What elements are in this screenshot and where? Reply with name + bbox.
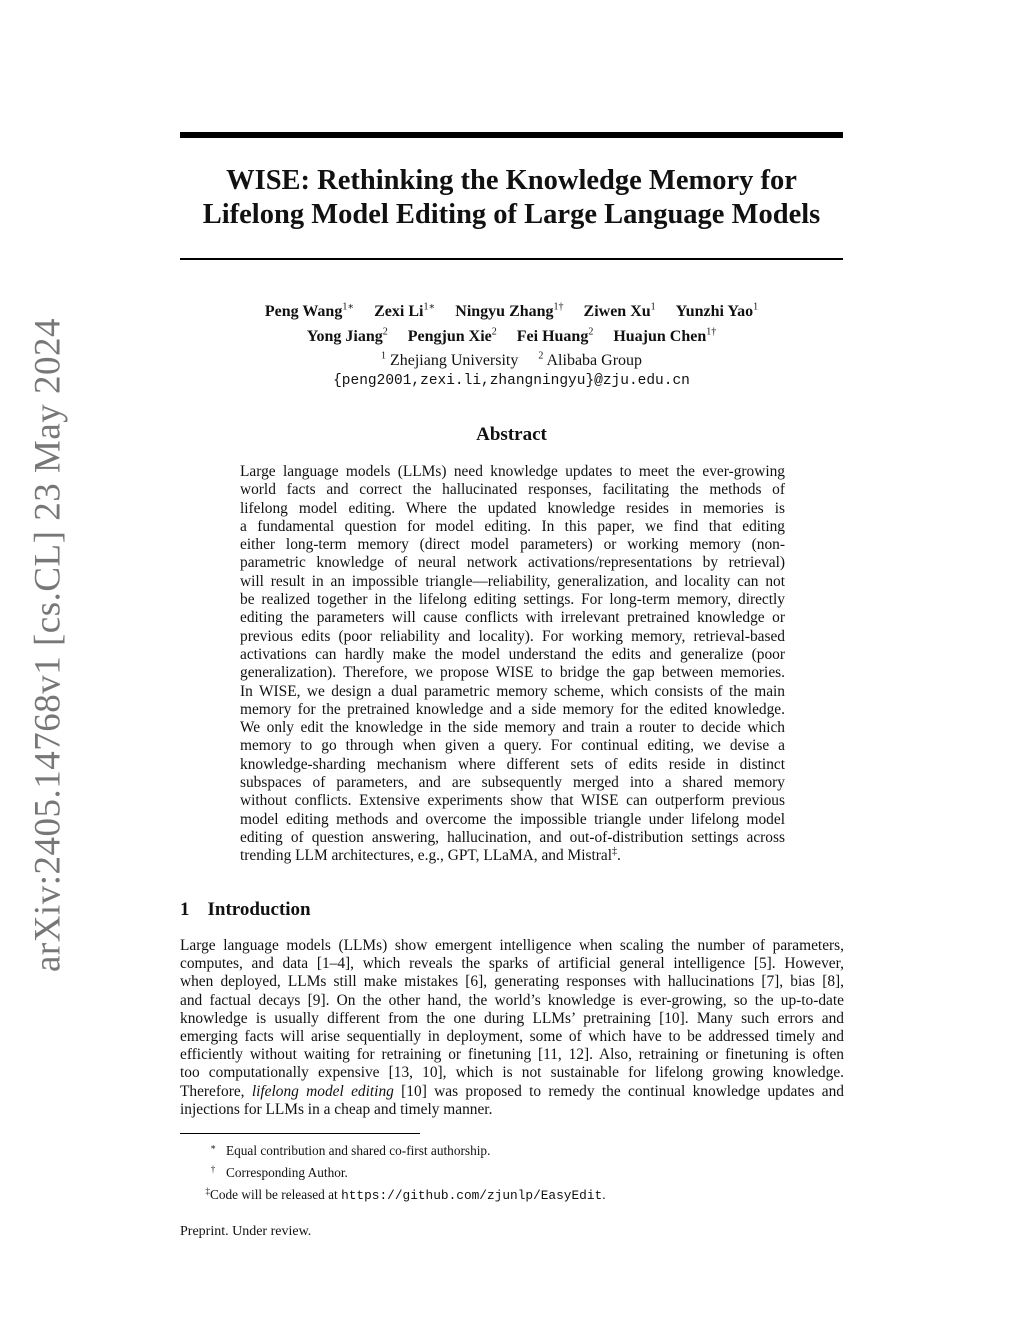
paper-title [180,164,843,232]
abstract-line: In WISE, we design a dual parametric memory scheme, which consists of the main [240,682,785,700]
abstract-line: previous edits (poor reliability and locality). For working memory, retrieval-based [240,627,785,645]
author: Ziwen Xu$^1$ [583,302,656,321]
author-row-2 [180,322,843,346]
author: Yunzhi Yao$^1$ [675,302,759,321]
abstract-line: either long-term memory (direct model parameters) or working memory (non- [240,536,785,554]
abstract-line: subspaces of parameters, and are subsequently merged into a shared memory [240,774,785,792]
intro-line: Large language models (LLMs) show emergent intelligence when scaling the number of parameters, [180,937,844,954]
intro-line: and factual decays [9]. On the other hand, the world’s knowledge is ever-growing, so the up-to-date [180,991,844,1009]
footnote-divider [180,1133,420,1134]
title-top-rule [180,132,843,138]
abstract-heading: Abstract [476,424,547,445]
preprint-footer: Preprint. Under review. [180,1224,312,1239]
author-email: {peng2001,zexi.li,zhangningyu}@zju.edu.cn [333,372,690,389]
affiliation: $^2$ Alibaba Group [538,350,643,369]
author: Huajun Chen$^{1\dagger}$ [613,326,717,345]
author: Yong Jiang$^2$ [306,326,388,345]
abstract-line: lifelong model editing. Where the updated knowledge resides in memories is [240,499,785,517]
introduction-paragraph [180,937,844,1119]
author: Pengjun Xie$^2$ [407,326,497,345]
author: Ningyu Zhang$^{1\dagger}$ [455,302,564,321]
abstract-line: trending LLM architectures, e.g., GPT, LLaMA, and Mistral‡. [240,846,621,865]
abstract-line: knowledge-sharding mechanism where different sets of edits reside in distinct [240,755,785,773]
arxiv-identifier: arXiv:2405.14768v1 [cs.CL] 23 May 2024 [27,317,69,973]
abstract-line: editing the parameters will cause conflicts with irrelevant pretrained knowledge or [240,609,785,627]
footnote-mark: † [210,1164,216,1174]
abstract-line: a fundamental question for model editing. In this paper, we find that editing [240,517,785,535]
footnote: ∗ Equal contribution and shared co-first authorship. [200,1138,606,1160]
affiliations [180,347,843,371]
title-bottom-rule [180,258,843,260]
author: Peng Wang$^{1∗}$ [264,302,355,321]
abstract-line: generalization). Therefore, we propose WISE to bridge the gap between memories. [240,664,785,682]
intro-line: emerging facts will arise sequentially in deployment, some of which have to be addressed timely and [180,1028,844,1046]
intro-line: too computationally expensive [13, 10], which is not sustainable for lifelong growing knowledge. [180,1064,844,1082]
author-row-1 [180,298,843,322]
title-line-2: Lifelong Model Editing of Large Language Models [202,199,821,230]
intro-line: knowledge is usually different from the one during LLMs’ pretraining [10]. Many such errors and [180,1009,844,1027]
intro-line: efficiently without waiting for retraining or finetuning [11, 12]. Also, retraining or finetuning is often [180,1046,844,1064]
intro-line: Therefore, lifelong model editing [10] was proposed to remedy the continual knowledge updates and [180,1082,845,1100]
abstract-line: without conflicts. Extensive experiments show that WISE can outperform previous [240,792,785,810]
abstract-line: parametric knowledge of neural network activations/representations by retrieval) [240,554,785,572]
footnotes [200,1138,606,1205]
author: Fei Huang$^2$ [516,326,594,345]
abstract-line: will result in an impossible triangle—reliability, generalization, and locality can not [240,572,785,590]
footnote-mark: ‡ [205,1186,210,1196]
intro-line: when deployed, LLMs still make mistakes [6], generating responses with hallucinations [7], bias [8], [180,973,844,991]
footnote-mark: ∗ [209,1142,217,1152]
intro-line: injections for LLMs in a cheap and timely manner. [180,1100,493,1118]
title-line-1: WISE: Rethinking the Knowledge Memory for [226,165,797,196]
footnote-ref: ‡ [611,846,617,858]
section-heading-introduction [180,899,311,921]
abstract-line: memory for the pretrained knowledge and a side memory for the edited knowledge. [240,700,785,718]
footnote: † Corresponding Author. [200,1160,606,1182]
intro-line: computes, and data [1–4], which reveals the sparks of artificial general intelligence [5]. However, [180,955,844,973]
section-number: 1 [180,899,190,920]
affiliation: $^1$ Zhejiang University [380,350,519,369]
abstract-line: model editing methods and overcome the impossible triangle under lifelong model [240,810,785,828]
abstract-line: memory to go through when given a query. For continual editing, we devise a [240,737,785,755]
repository-link[interactable]: https://github.com/zjunlp/EasyEdit [341,1188,603,1203]
author-block [180,298,843,391]
abstract-line: We only edit the knowledge in the side memory and train a router to decide which [240,719,785,737]
section-title: Introduction [207,899,311,920]
footnote: ‡Code will be released at https://github.com/zjunlp/EasyEdit. [200,1182,606,1205]
abstract-line: world facts and correct the hallucinated responses, facilitating the methods of [240,481,785,499]
abstract-line: editing of question answering, hallucination, and out-of-distribution settings across [240,828,785,846]
italic-term: lifelong model editing [251,1082,394,1100]
abstract-text [240,463,785,866]
abstract-line: Large language models (LLMs) need knowledge updates to meet the ever-growing [240,463,785,480]
author: Zexi $Li^{1∗}$ [374,302,436,321]
abstract-line: activations can hardly make the model understand the edits and generalize (poor [240,645,785,663]
abstract-line: be realized together in the lifelong editing settings. For long-term memory, directly [240,591,785,609]
